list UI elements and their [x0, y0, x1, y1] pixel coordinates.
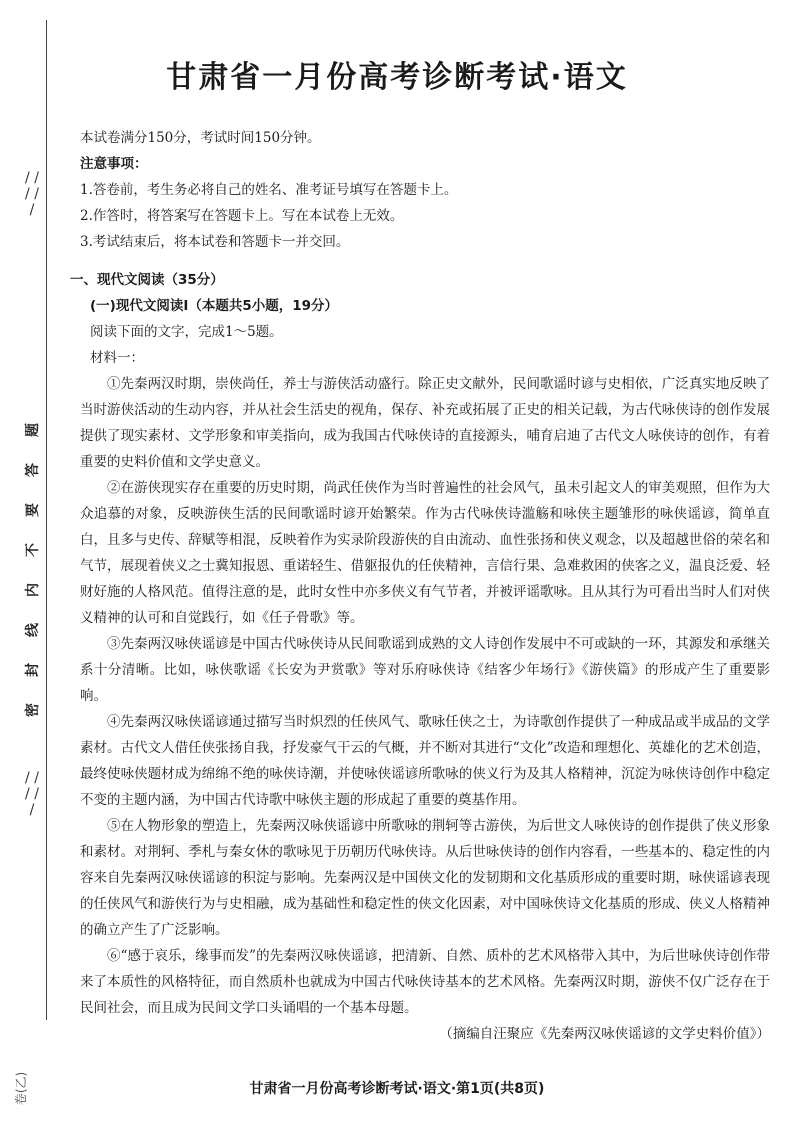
binding-line	[46, 20, 47, 1020]
exam-title: 甘肃省一月份高考诊断考试·语文	[166, 60, 628, 95]
notice-item: 3.考试结束后，将本试卷和答题卡一并交回。	[80, 234, 350, 250]
seal-slash: / / / / /	[25, 770, 39, 818]
exam-content	[70, 125, 770, 1047]
notice-item: 2.作答时，将答案写在答题卡上。写在本试卷上无效。	[80, 208, 404, 224]
section-heading: 一、现代文阅读（35分）	[70, 272, 224, 288]
seal-char: 不	[25, 543, 41, 557]
seal-char: 答	[25, 463, 41, 477]
passage-paragraph: ⑤在人物形象的塑造上，先秦两汉咏侠谣谚中所歌咏的荆轲等古游侠，为后世文人咏侠诗的创作提供了侠义形象和素材。对荆轲、季札与秦女休的歌咏见于历朝历代咏侠诗。从后世咏侠诗的创作内容看，一些基本的、稳定性的内容来自先秦两汉咏侠谣谚的积淀与影响。先秦两汉是中国侠文化的发韧期和文化基质形成的重要时期，咏侠谣谚表现的任侠风气和游侠行为与史相融，成为基础性和稳定性的侠文化因素，对中国咏侠诗文化基质的形成、侠义人格精神的确立产生了广泛影响。	[80, 818, 770, 938]
passage-paragraph: ②在游侠现实存在重要的历史时期，尚武任侠作为当时普遍性的社会风气，虽未引起文人的审美观照，但作为大众追慕的对象，反映游侠生活的民间歌谣时谚开始繁荣。作为古代咏侠诗滥觞和咏侠主题雏形的咏侠谣谚，简单直白，且多与史传、辞赋等相混，反映着作为实录阶段游侠的自由流动、血性张扬和侠义观念，以及超越世俗的荣名和气节，展现着侠义之士冀知报恩、重诺轻生、借躯报仇的任侠精神，言信行果、急难救困的侠客之义，温良泛爱、轻财好施的人格风范。值得注意的是，此时女性中亦多侠义有气节者，并被评谣歌咏。且从其行为可看出当时人们对侠义精神的认可和自觉践行，如《任子骨歌》等。	[80, 480, 770, 626]
passage-paragraph: ①先秦两汉时期，崇侠尚任，养士与游侠活动盛行。除正史文献外，民间歌谣时谚与史相依，广泛真实地反映了当时游侠活动的生动内容，并从社会生活史的视角，保存、补充或拓展了正史的相关记载，为古代咏侠诗的创作发展提供了现实素材、文学形象和审美指向，成为我国古代咏侠诗的直接源头，哺育启迪了古代文人咏侠诗的创作，有着重要的史料价值和文学史意义。	[80, 376, 770, 470]
seal-char: 题	[25, 423, 41, 437]
passage-paragraph: ③先秦两汉咏侠谣谚是中国古代咏侠诗从民间歌谣到成熟的文人诗创作发展中不可或缺的一环，其源发和承继关系十分清晰。比如，咏侠歌谣《长安为尹赏歌》等对乐府咏侠诗《结客少年场行》《游侠篇》的形成产生了重要影响。	[80, 636, 770, 704]
seal-line-notice	[20, 170, 44, 930]
page-footer: 甘肃省一月份高考诊断考试·语文·第1页(共8页)	[249, 1081, 545, 1097]
notice-heading: 注意事项：	[80, 156, 148, 172]
material-label: 材料一：	[90, 350, 144, 366]
seal-char: 内	[25, 583, 41, 597]
seal-slash: / / / / /	[25, 170, 39, 218]
passage-paragraph: ⑥“感于哀乐，缘事而发”的先秦两汉咏侠谣谚，把清新、自然、质朴的艺术风格带入其中，为后世咏侠诗创作带来了本质性的风格特征，而自然质朴也就成为中国古代咏侠诗基本的艺术风格。先秦两汉时期，游侠不仅广泛存在于民间社会，而且成为民间文学口头诵唱的一个基本母题。	[80, 948, 770, 1016]
passage-paragraph: ④先秦两汉咏侠谣谚通过描写当时炽烈的任侠风气、歌咏任侠之士，为诗歌创作提供了一种成品或半成品的文学素材。古代文人借任侠张扬自我，抒发豪气干云的气概，并不断对其进行“文化”改造和理想化、英雄化的艺术创造，最终使咏侠题材成为绵绵不绝的咏侠诗潮，并使咏侠谣谚所歌咏的侠义行为及其人格精神，沉淀为咏侠诗创作中稳定不变的主题内涵，为中国古代诗歌中咏侠主题的形成起了重要的奠基作用。	[80, 714, 770, 808]
seal-char: 封	[25, 663, 41, 677]
seal-char: 线	[25, 623, 41, 637]
paper-version-mark: 卷(乙)	[14, 1071, 29, 1106]
subsection-heading: (一)现代文阅读Ⅰ（本题共5小题，19分）	[90, 298, 339, 314]
seal-char: 要	[25, 503, 41, 517]
notice-item: 1.答卷前，考生务必将自己的姓名、准考证号填写在答题卡上。	[80, 182, 458, 198]
seal-char: 密	[25, 703, 41, 717]
reading-instruction: 阅读下面的文字，完成1～5题。	[90, 324, 283, 340]
passage-source: （摘编自汪聚应《先秦两汉咏侠谣谚的文学史料价值》）	[439, 1026, 770, 1042]
exam-intro: 本试卷满分150分，考试时间150分钟。	[80, 130, 321, 146]
